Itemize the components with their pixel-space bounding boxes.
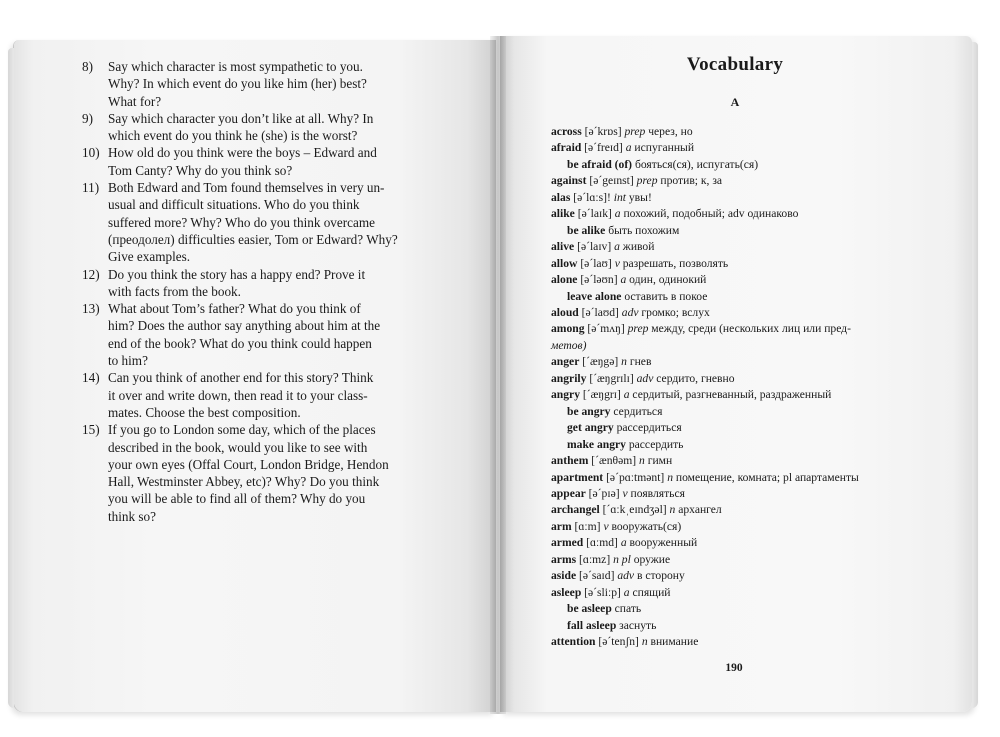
vocabulary-entry	[551, 585, 923, 601]
vocabulary-entry	[551, 173, 923, 189]
entry-translation: появляться	[627, 486, 685, 500]
part-of-speech: int	[613, 190, 626, 204]
question-item	[82, 300, 444, 369]
entry-translation: увы!	[625, 190, 652, 204]
part-of-speech: n	[667, 470, 673, 484]
entry-transcription: [ˊæŋgrɪ]	[579, 388, 624, 402]
entry-transcription: [ɑːmd]	[583, 536, 621, 550]
part-of-speech: prep	[627, 322, 649, 336]
question-item	[82, 266, 444, 301]
question-line: What about Tom’s father? What do you think of	[108, 301, 361, 317]
part-of-speech: v	[603, 519, 609, 533]
headword: angrily	[551, 371, 587, 385]
vocabulary-entry	[551, 470, 923, 486]
vocabulary-entry	[551, 618, 923, 634]
entry-translation: сердито, гневно	[653, 371, 735, 385]
question-line: How old do you think were the boys – Edward and	[108, 145, 377, 161]
headword: leave alone	[567, 289, 622, 303]
entry-translation: разрешать, позволять	[619, 256, 729, 270]
part-of-speech: adv	[636, 371, 654, 385]
entry-translation: вооружать(ся)	[608, 519, 682, 533]
vocabulary-entry	[551, 305, 923, 321]
headword: alike	[551, 207, 575, 221]
entry-translation: живой	[619, 240, 655, 254]
entry-translation: через, но	[645, 125, 693, 138]
question-line: end of the book? What do you think could happen	[108, 335, 372, 351]
entry-transcription: [əˊsliːp]	[581, 585, 624, 599]
headword: appear	[551, 486, 586, 500]
vocabulary-entry	[551, 338, 923, 354]
entry-transcription: [əˊpɪə]	[585, 486, 623, 500]
question-item	[82, 58, 444, 110]
entry-transcription: оставить в покое	[621, 289, 708, 303]
vocabulary-entry	[551, 206, 923, 222]
entry-translation: спящий	[629, 585, 671, 599]
headword: alone	[551, 273, 578, 287]
entry-transcription: спать	[611, 602, 642, 616]
vocabulary-entry	[551, 272, 923, 288]
entry-transcription: рассердиться	[613, 421, 682, 435]
question-line: your own eyes (Offal Court, London Bridge, Hendon	[108, 456, 389, 472]
headword: apartment	[551, 470, 604, 484]
question-line: Give examples.	[108, 249, 191, 265]
question-line: described in the book, would you like to see with	[108, 439, 368, 455]
entry-transcription: [ɑːm]	[571, 519, 604, 533]
vocabulary-entry	[551, 486, 923, 502]
question-number: 9)	[82, 110, 93, 126]
headword: asleep	[551, 585, 582, 599]
part-of-speech: prep	[636, 174, 658, 188]
question-line: mates. Choose the best composition.	[108, 404, 301, 420]
entry-translation: гнев	[626, 355, 652, 369]
part-of-speech: v	[622, 486, 628, 500]
entry-transcription: [əˊsaɪd]	[576, 569, 618, 583]
entry-transcription: [əˊlaɪk]	[574, 207, 615, 221]
page-number: 190	[725, 662, 743, 674]
vocabulary-entry	[551, 190, 923, 206]
question-number: 10)	[82, 145, 100, 161]
vocabulary-entry	[551, 535, 923, 551]
entry-translation: вооруженный	[626, 536, 698, 550]
question-line: to him?	[108, 353, 148, 369]
entry-translation: в сторону	[634, 569, 685, 583]
headword: get angry	[567, 421, 614, 435]
question-line: him? Does the author say anything about him at the	[108, 318, 381, 334]
part-of-speech: a	[620, 536, 627, 550]
question-item	[82, 421, 444, 525]
vocabulary-entry	[551, 420, 923, 436]
headword: archangel	[551, 503, 600, 517]
part-of-speech: a	[625, 141, 632, 155]
section-letter: A	[730, 95, 740, 109]
headword: make angry	[567, 437, 626, 451]
question-line: with facts from the book.	[108, 283, 241, 299]
vocabulary-entry	[551, 289, 923, 305]
question-item	[82, 110, 444, 145]
vocabulary-entry	[551, 552, 923, 568]
question-line: Say which character is most sympathetic to you.	[108, 59, 363, 74]
entry-transcription: [əˊlaɪv]	[574, 240, 615, 254]
part-of-speech: a	[620, 273, 627, 287]
part-of-speech: a	[614, 240, 620, 254]
question-line: (преодолел) difficulties easier, Tom or Edward? Why?	[108, 231, 398, 247]
entry-transcription: [ˊænθəm]	[588, 454, 639, 468]
vocabulary-entry	[551, 453, 923, 469]
question-number: 12)	[82, 266, 100, 282]
question-line: Say which character you don’t like at all. Why? In	[108, 110, 374, 126]
question-line: it over and write down, then read it to your class-	[108, 387, 368, 403]
entry-translation: один, одинокий	[626, 273, 707, 287]
vocabulary-entries	[551, 124, 923, 651]
question-line: If you go to London some day, which of the places	[108, 422, 376, 438]
part-of-speech: a	[614, 207, 621, 221]
entry-translation: архангел	[675, 503, 722, 517]
entry-transcription: [ˊɑːkˌeɪndʒəl]	[599, 503, 670, 517]
part-of-speech: adv	[621, 305, 639, 319]
question-number: 15)	[82, 422, 100, 438]
part-of-speech: a	[623, 585, 630, 599]
vocabulary-entry	[551, 140, 923, 156]
part-of-speech: prep	[624, 125, 646, 138]
vocabulary-entry	[551, 256, 923, 272]
question-line: Hall, Westminster Abbey, etc)? Why? Do you think	[108, 474, 380, 490]
vocabulary-entry	[551, 387, 923, 403]
question-line: Tom Canty? Why do you think so?	[108, 162, 293, 178]
vocabulary-entry	[551, 502, 923, 518]
part-of-speech: n pl	[613, 552, 631, 566]
headword: arm	[551, 519, 572, 533]
part-of-speech: v	[614, 256, 620, 270]
headword: anger	[551, 355, 580, 369]
question-item	[82, 179, 444, 265]
question-line: Can you think of another end for this story? Think	[108, 370, 374, 386]
entry-transcription: [ˊæŋgə]	[579, 355, 622, 369]
vocabulary-entry	[551, 354, 923, 370]
headword: against	[551, 174, 587, 188]
entry-transcription: [ˊæŋgrɪlɪ]	[586, 371, 637, 385]
entry-transcription: [əˊlɑːs]!	[570, 190, 614, 204]
headword: angry	[551, 388, 580, 402]
part-of-speech: n	[639, 454, 645, 468]
part-of-speech: adv	[617, 569, 635, 583]
vocabulary-title: Vocabulary	[686, 54, 784, 75]
headword: among	[551, 322, 585, 336]
vocabulary-entry	[551, 404, 923, 420]
part-of-speech: n	[669, 503, 676, 517]
entry-translation: громко; вслух	[638, 305, 710, 319]
question-line: Do you think the story has a happy end? Prove it	[108, 266, 366, 282]
headword: aside	[551, 569, 577, 583]
entry-transcription: [əˊlaʊ]	[577, 256, 615, 270]
book-spine-gutter	[490, 36, 506, 714]
vocabulary-entry	[551, 601, 923, 617]
entry-translation: сердитый, разгневанный, раздраженный	[629, 388, 832, 402]
headword: attention	[551, 635, 596, 649]
headword: be alike	[567, 223, 606, 237]
headword: alive	[551, 240, 575, 254]
entry-translation: похожий, подобный; adv одинаково	[620, 207, 799, 221]
entry-transcription: заснуть	[616, 618, 657, 632]
entry-transcription: быть похожим	[605, 223, 680, 237]
headword: across	[551, 125, 582, 138]
question-line: usual and difficult situations. Who do you think	[108, 197, 360, 213]
question-line: which event do you think he (she) is the worst?	[108, 128, 358, 144]
vocabulary-entry	[551, 568, 923, 584]
question-line: Both Edward and Tom found themselves in very un-	[108, 180, 385, 196]
question-item	[82, 369, 444, 421]
headword: anthem	[551, 454, 589, 468]
entry-transcription: [əˊgeɪnst]	[586, 174, 637, 188]
part-of-speech: метов)	[551, 338, 587, 352]
entry-translation: гимн	[644, 454, 673, 468]
entry-transcription: [əˊfreɪd]	[581, 141, 626, 155]
entry-transcription: [əˊlaʊd]	[578, 305, 622, 319]
headword: arms	[551, 552, 577, 566]
entry-translation: между, среди (нескольких лиц или пред-	[648, 322, 851, 336]
entry-transcription: [əˊləʊn]	[577, 273, 621, 287]
vocabulary-entry	[551, 321, 923, 337]
vocabulary-entry	[551, 437, 923, 453]
entry-transcription: [əˊtenʃn]	[595, 635, 642, 649]
part-of-speech: a	[623, 388, 630, 402]
questions-list	[82, 58, 444, 525]
entry-transcription: [əˊmʌŋ]	[584, 322, 628, 336]
question-line: Why? In which event do you like him (her) best?	[108, 76, 367, 92]
entry-translation: внимание	[647, 635, 699, 649]
headword: be afraid (of)	[567, 157, 633, 171]
question-number: 8)	[82, 59, 93, 74]
entry-transcription: [əˊkrɒs]	[581, 125, 625, 138]
part-of-speech: n	[621, 355, 627, 369]
headword: fall asleep	[567, 618, 617, 632]
vocabulary-entry	[551, 223, 923, 239]
entry-transcription: бояться(ся), испугать(ся)	[632, 157, 759, 171]
question-number: 11)	[82, 180, 100, 196]
headword: allow	[551, 256, 578, 270]
headword: be asleep	[567, 602, 612, 616]
question-line: think so?	[108, 508, 156, 524]
vocabulary-entry	[551, 519, 923, 535]
question-line: What for?	[108, 93, 162, 109]
headword: alas	[551, 190, 571, 204]
headword: afraid	[551, 141, 582, 155]
vocabulary-entry	[551, 124, 923, 140]
question-number: 14)	[82, 370, 100, 386]
entry-transcription: [ɑːmz]	[576, 552, 614, 566]
question-item	[82, 144, 444, 179]
vocabulary-entry	[551, 239, 923, 255]
headword: armed	[551, 536, 584, 550]
entry-transcription: рассердить	[625, 437, 684, 451]
vocabulary-entry	[551, 157, 923, 173]
vocabulary-entry	[551, 634, 923, 650]
question-line: you will be able to find all of them? Why do you	[108, 491, 366, 507]
entry-translation: оружие	[630, 552, 671, 566]
part-of-speech: n	[641, 635, 648, 649]
vocabulary-entry	[551, 371, 923, 387]
entry-transcription: [əˊpɑːtmənt]	[603, 470, 668, 484]
entry-translation: против; к, за	[657, 174, 723, 188]
entry-transcription: сердиться	[610, 404, 663, 418]
headword: be angry	[567, 404, 611, 418]
headword: aloud	[551, 305, 579, 319]
question-line: suffered more? Why? Who do you think overcame	[108, 214, 375, 230]
question-number: 13)	[82, 301, 100, 317]
entry-translation: испуганный	[631, 141, 695, 155]
entry-translation: помещение, комната; pl апартаменты	[672, 470, 859, 484]
